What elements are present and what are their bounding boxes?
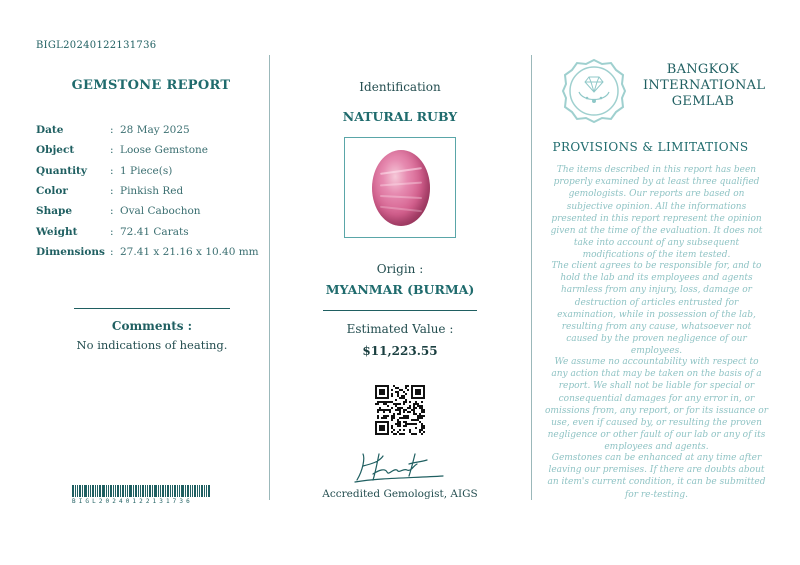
barcode-bar <box>88 485 89 497</box>
estimated-value-label: Estimated Value : <box>346 322 454 336</box>
estimated-value: $11,223.55 <box>362 344 438 358</box>
origin-value: MYANMAR (BURMA) <box>325 282 475 297</box>
spec-value: 72.41 Carats <box>120 225 189 238</box>
barcode-bar <box>162 485 164 497</box>
provisions-paragraph: The client agrees to be responsible for, and to hold the lab and its employees and agents harmless from any injury, loss, damage or destruction of articles entrusted for examination, while in possession of the lab, resulting from any cause, whatsoever not caused by the proven negligence of our employees. <box>551 261 762 357</box>
barcode-bar <box>82 485 83 497</box>
barcode-bar <box>133 485 134 497</box>
barcode-bar <box>149 485 151 497</box>
barcode-bar <box>125 485 126 497</box>
lab-panel <box>533 0 800 565</box>
gemologist-signature <box>349 448 449 488</box>
comments-section <box>36 308 268 352</box>
barcode-bar <box>140 485 141 497</box>
spec-label: Object <box>36 144 75 157</box>
barcode <box>72 485 232 505</box>
barcode-bar <box>77 485 78 497</box>
spec-colon: : <box>110 185 114 198</box>
report-panel <box>36 78 266 258</box>
identification-panel <box>271 0 529 565</box>
barcode-bar <box>194 485 196 497</box>
gem-highlight <box>380 167 422 175</box>
provisions-paragraph: Gemstones can be enhanced at any time after leaving our premises. If there are doubts about an item's current condition, it can be submitted for re-testing. <box>547 453 766 500</box>
barcode-bar <box>127 485 128 497</box>
barcode-bar <box>110 485 112 497</box>
divider-right <box>531 55 532 500</box>
spec-row <box>36 201 266 221</box>
report-title: GEMSTONE REPORT <box>71 78 231 93</box>
lab-name <box>643 62 766 110</box>
barcode-bar <box>187 485 189 497</box>
spec-row <box>36 242 266 262</box>
barcode-bar <box>122 485 124 497</box>
spec-row <box>36 221 266 241</box>
barcode-bar <box>201 485 203 497</box>
spec-label: Weight <box>36 225 78 238</box>
ruby-cabochon-image <box>372 150 430 226</box>
barcode-bar <box>90 485 91 497</box>
spec-value: 27.41 x 21.16 x 10.40 mm <box>120 245 259 258</box>
gem-photo <box>344 137 456 238</box>
barcode-bar <box>206 485 207 497</box>
spec-label: Color <box>36 185 68 198</box>
barcode-bar <box>152 485 153 497</box>
barcode-bar <box>172 485 173 497</box>
spec-row <box>36 120 266 140</box>
spec-row <box>36 161 266 181</box>
barcode-bar <box>79 485 81 497</box>
gemologist-title: Accredited Gemologist, AIGS <box>322 488 478 500</box>
gem-highlight <box>380 195 422 199</box>
barcode-bar <box>154 485 157 497</box>
provisions-title: PROVISIONS & LIMITATIONS <box>552 140 749 154</box>
barcode-bar <box>177 485 178 497</box>
spec-value: Pinkish Red <box>120 185 184 198</box>
barcode-bar <box>197 485 198 497</box>
barcode-bar <box>174 485 176 497</box>
barcode-bar <box>120 485 121 497</box>
spec-label: Shape <box>36 205 73 218</box>
lab-name-line: INTERNATIONAL <box>643 78 766 93</box>
barcode-bar <box>95 485 96 497</box>
barcode-bar <box>179 485 180 497</box>
barcode-bars <box>72 485 232 497</box>
comments-text: No indications of heating. <box>76 338 228 352</box>
spec-value: 1 Piece(s) <box>120 164 173 177</box>
barcode-bar <box>160 485 161 497</box>
barcode-bar <box>165 485 166 497</box>
spec-label: Dimensions <box>36 245 105 258</box>
barcode-bar <box>135 485 137 497</box>
lab-name-line: GEMLAB <box>671 94 735 109</box>
barcode-bar <box>192 485 193 497</box>
barcode-bar <box>158 485 159 497</box>
gem-name: NATURAL RUBY <box>342 109 458 124</box>
barcode-bar <box>92 485 94 497</box>
barcode-bar <box>102 485 105 497</box>
spec-row <box>36 140 266 160</box>
spec-label: Quantity <box>36 164 88 177</box>
qr-code[interactable] <box>375 385 425 435</box>
barcode-bar <box>204 485 205 497</box>
barcode-bar <box>115 485 116 497</box>
barcode-bar <box>106 485 107 497</box>
barcode-bar <box>170 485 171 497</box>
spec-value: 28 May 2025 <box>120 124 190 137</box>
spec-value: Oval Cabochon <box>120 205 201 218</box>
divider-left <box>269 55 270 500</box>
barcode-bar <box>84 485 87 497</box>
spec-value: Loose Gemstone <box>120 144 209 157</box>
spec-colon: : <box>110 144 114 157</box>
spec-row <box>36 181 266 201</box>
comments-divider <box>74 308 230 309</box>
comments-title: Comments : <box>111 319 193 333</box>
spec-colon: : <box>110 225 114 238</box>
value-divider <box>323 310 477 311</box>
spec-label: Date <box>36 124 64 137</box>
origin-label: Origin : <box>376 262 424 276</box>
barcode-bar <box>185 485 186 497</box>
barcode-bar <box>113 485 114 497</box>
report-id: BIGL20240122131736 <box>36 40 157 51</box>
lab-name-line: BANGKOK <box>666 62 740 77</box>
barcode-text: BIGL20240122131736 <box>72 498 193 505</box>
spec-colon: : <box>110 205 114 218</box>
spec-colon: : <box>110 245 114 258</box>
barcode-bar <box>72 485 74 497</box>
provisions-paragraph: We assume no accountability with respect to any action that may be taken on the basis of a report. We shall not be liable for special or consequential damages for any error in, or omissions from, any report, or for its issuance or use, even if caused by, or resulting the proven negligence or other fault of our lab or any of its employees and agents. <box>545 357 768 453</box>
barcode-bar <box>138 485 139 497</box>
gem-highlight <box>380 206 422 212</box>
barcode-bar <box>199 485 200 497</box>
spec-table <box>36 120 266 262</box>
lab-seal-icon <box>561 58 627 124</box>
spec-colon: : <box>110 124 114 137</box>
barcode-bar <box>190 485 191 497</box>
gem-highlight <box>380 182 422 187</box>
provisions-paragraph: The items described in this report has been properly examined by at least three qualified gemologists. Our reports are based on subjective opinion. All the informations presented in this report represent the opinion given at the time of the evaluation. It does not take into account of any subsequent modifications of the item tested. <box>550 165 763 261</box>
barcode-bar <box>145 485 146 497</box>
barcode-bar <box>99 485 101 497</box>
barcode-bar <box>167 485 169 497</box>
barcode-bar <box>129 485 132 497</box>
identification-label: Identification <box>359 80 441 94</box>
barcode-bar <box>97 485 98 497</box>
barcode-bar <box>142 485 144 497</box>
barcode-bar <box>147 485 148 497</box>
barcode-bar <box>117 485 119 497</box>
barcode-bar <box>208 485 210 497</box>
spec-colon: : <box>110 164 114 177</box>
barcode-bar <box>181 485 184 497</box>
barcode-bar <box>108 485 109 497</box>
barcode-bar <box>75 485 76 497</box>
